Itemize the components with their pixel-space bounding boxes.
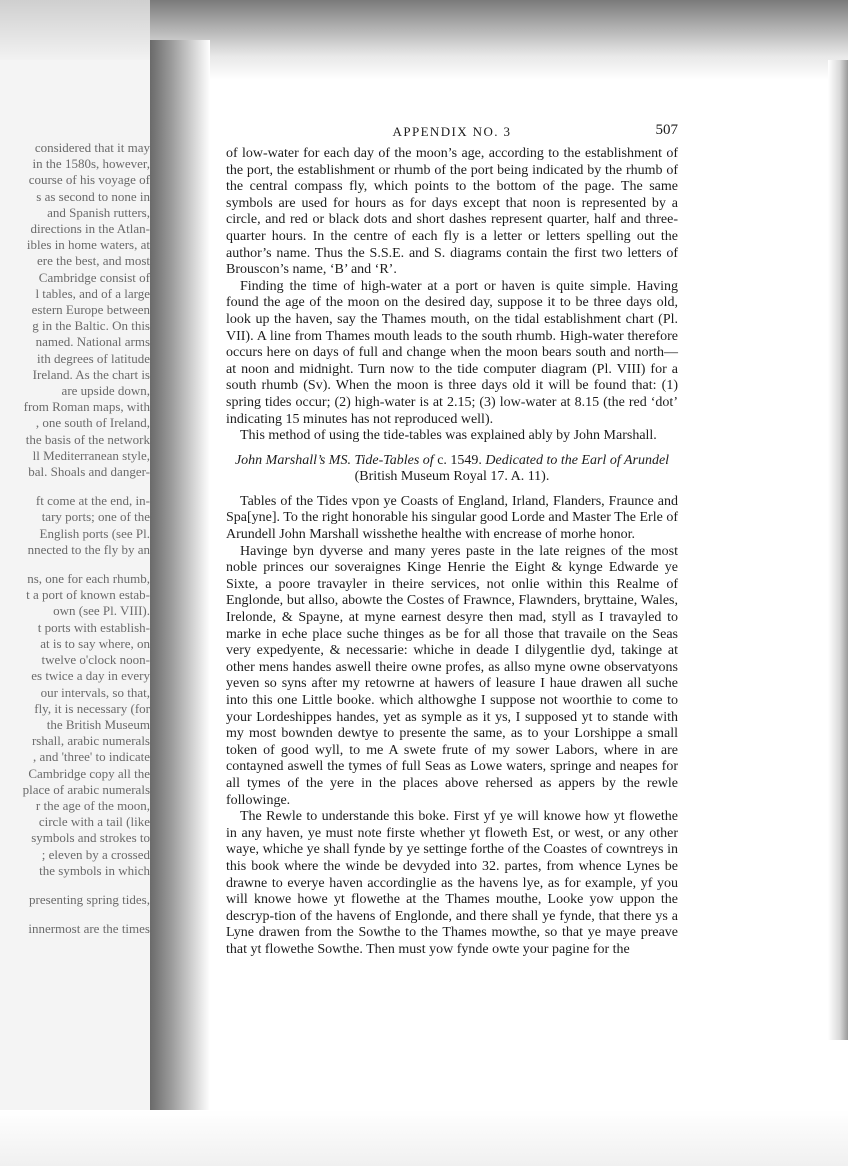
facing-page-line: tary ports; one of the	[41, 509, 150, 525]
quoted-paragraph-1: Tables of the Tides vpon ye Coasts of England, Irland, Flanders, Fraunce and Spa[yne]. To the right honorable his singular good Lorde and Master The Erle of Arundell John Marshall wisshethe healthe with encrease of morhe honor.	[226, 493, 678, 543]
running-head: APPENDIX NO. 3	[392, 124, 512, 139]
facing-page-line	[0, 558, 150, 571]
page-number: 507	[655, 122, 678, 138]
facing-page-line: presenting spring tides,	[29, 891, 150, 907]
facing-page-line: Cambridge copy all the	[28, 765, 150, 781]
facing-page-line: r the age of the moon,	[35, 797, 150, 813]
facing-page-line: place of arabic numerals	[22, 781, 150, 797]
facing-page-line: symbols and strokes to	[31, 830, 150, 846]
page-top-shadow	[150, 0, 848, 80]
facing-page-line: s as second to none in	[36, 188, 150, 204]
facing-page-line	[0, 879, 150, 892]
facing-page-line: ll Mediterranean style,	[32, 447, 150, 463]
facing-page-line: ft come at the end, in-	[35, 493, 150, 509]
facing-page-line: Cambridge consist of	[38, 269, 150, 285]
facing-page-line: course of his voyage of	[28, 172, 150, 188]
facing-page-line: ns, one for each rhumb,	[27, 571, 150, 587]
facing-page-line: estern Europe between	[31, 302, 150, 318]
facing-page-line: in the 1580s, however,	[32, 156, 150, 172]
paragraph-1: of low-water for each day of the moon’s age, according to the establishment of the port, the establishment or rhumb of the port being indicated by the rhumb of the central compass fly, which points to the bottom of the page. The same symbols are used for hours as for days except that noon is represented by a circle, and red or black dots and short dashes represent quarter, half and three-quarter hours. In the centre of each fly is a letter or letters spelling out the author’s name. Thus the S.S.E. and S. diagrams contain the first two letters of Brouscon’s name, ‘B’ and ‘R’.	[226, 146, 678, 278]
facing-page-line: Ireland. As the chart is	[32, 366, 150, 382]
facing-page-line: at is to say where, on	[40, 635, 150, 651]
page-top-shadow-left	[0, 0, 160, 60]
facing-page-line: and Spanish rutters,	[47, 204, 150, 220]
facing-page-line: ere the best, and most	[37, 253, 150, 269]
facing-page-line: considered that it may	[34, 140, 150, 155]
facing-page-line: named. National arms	[35, 334, 150, 350]
facing-page-line: ; eleven by a crossed	[41, 846, 150, 862]
facing-page-line: bal. Shoals and danger-	[28, 464, 150, 480]
quoted-paragraph-3: The Rewle to understande this boke. First yf ye will knowe how yt flowethe in any haven, ye must note firste whether yt floweth Est, or west, or any other waye, whiche ye shall fynde by ye settinge forthe of the Coastes of cowntreys in this book where the winde be devyded into 32. partes, from whence Lynes be drawne to everye haven accordinglie as the havens lye, as for example, yf you will knowe howe yt flowethe at the Thames mouthe, Looke yow uppon the descryp-tion of the havens of Englonde, and there shall ye fynde, that there ys a Lyne drawen from the Sowthe to the Thames mowthe, so that ye maye preave that yt flowethe Sowthe. Then must yow fynde owte your pagine for the	[226, 809, 678, 957]
facing-page-line: ith degrees of latitude	[37, 350, 150, 366]
source-title-author: John Marshall’s MS. Tide-Tables of	[234, 452, 434, 468]
main-text	[226, 146, 678, 959]
facing-page-line: English ports (see Pl.	[39, 525, 150, 541]
source-title-reference: (British Museum Royal 17. A. 11).	[354, 469, 550, 485]
facing-page-line: nnected to the fly by an	[27, 541, 150, 557]
paragraph-2: Finding the time of high-water at a port or haven is quite simple. Having found the age of the moon on the desired day, suppose it to be three days old, look up the haven, say the Thames mouth, on the tidal establishment chart (Pl. VII). A line from Thames mouth leads to the south rhumb. High-water therefore occurs here on days of full and change when the moon bears south and north—at noon and midnight. Turn now to the tide computer diagram (Pl. VIII) for a south rhumb (Sv). When the moon is three days old it will be found that: (1) spring tides occur; (2) high-water is at 2.15; (3) low-water at 8.15 (the red ‘dot’ indicating 15 minutes has not reproduced well).	[226, 278, 678, 427]
facing-page-line: t a port of known estab-	[26, 587, 150, 603]
facing-page-line: l tables, and of a large	[35, 285, 150, 301]
facing-page-text	[0, 140, 150, 937]
source-title-date: c. 1549.	[433, 452, 486, 468]
page-header	[226, 120, 678, 142]
facing-page-line: directions in the Atlan-	[30, 221, 150, 237]
facing-page-line	[0, 480, 150, 493]
page-bottom-shade	[0, 1110, 848, 1166]
facing-page-line: innermost are the times	[28, 921, 150, 937]
page-right-edge	[828, 60, 848, 1040]
facing-page-line: the British Museum	[46, 716, 150, 732]
facing-page-line: , one south of Ireland,	[35, 415, 150, 431]
facing-page-line: our intervals, so that,	[40, 684, 150, 700]
facing-page-line: rshall, arabic numerals	[31, 733, 150, 749]
facing-page-line: the symbols in which	[39, 862, 150, 878]
facing-page-line: circle with a tail (like	[38, 814, 150, 830]
facing-page-line: es twice a day in every	[31, 668, 150, 684]
facing-page-line: fly, it is necessary (for	[34, 700, 150, 716]
paragraph-3: This method of using the tide-tables was explained ably by John Marshall.	[240, 428, 657, 444]
facing-page-line: twelve o'clock noon-	[41, 652, 150, 668]
source-title	[226, 453, 678, 486]
facing-page-line: own (see Pl. VIII).	[53, 603, 150, 619]
quoted-paragraph-2: Havinge byn dyverse and many yeres paste in the late reignes of the most noble princes our soveraignes Kinge Henrie the Eight & kynge Edwarde ye Sixte, a poore travayler in theire services, not onlie within this Realme of Englonde, but allso, abowte the Costes of Frawnce, Flawnders, bryttaine, Wales, Irelonde, & Spayne, at myne earnest desyre then mad, styll as I travayled to marke in eche place suche thinges as be for all those that travaile on the Seas very expedyente, & necessarie: whiche in deade I dilygentlie dyd, takinge at other mens handes aswell theire owne profes, as allso myne owne observatyons yeven so syns after my retowrne at hawers of leasure I haue drawen all suche into this one Little booke. which althowghe I suppose not woorthie to come to your Lordeshippes handes, yet as symple as it ys, I supposed yt to stande with my most bownden dewtye to presente the same, as to your Lorshippe a small token of good wyll, to me A swete frute of my sower Labors, where in are contayned aswell the tymes of full Seas as Lowe waters, springe and neapes for all tymes of the yere in the places above rehersed as appers by the rewle followinge.	[226, 543, 678, 808]
book-gutter-shadow	[150, 40, 210, 1120]
facing-page-line: ibles in home waters, at	[26, 237, 150, 253]
facing-page-line: the basis of the network	[25, 431, 150, 447]
facing-page-line: t ports with establish-	[37, 619, 150, 635]
facing-page-line: , and 'three' to indicate	[33, 749, 150, 765]
facing-page-line: are upside down,	[61, 383, 150, 399]
facing-page-line: g in the Baltic. On this	[32, 318, 150, 334]
facing-page-line: from Roman maps, with	[23, 399, 150, 415]
source-title-dedication: Dedicated to the Earl of Arundel	[485, 452, 670, 468]
facing-page-line	[0, 908, 150, 921]
